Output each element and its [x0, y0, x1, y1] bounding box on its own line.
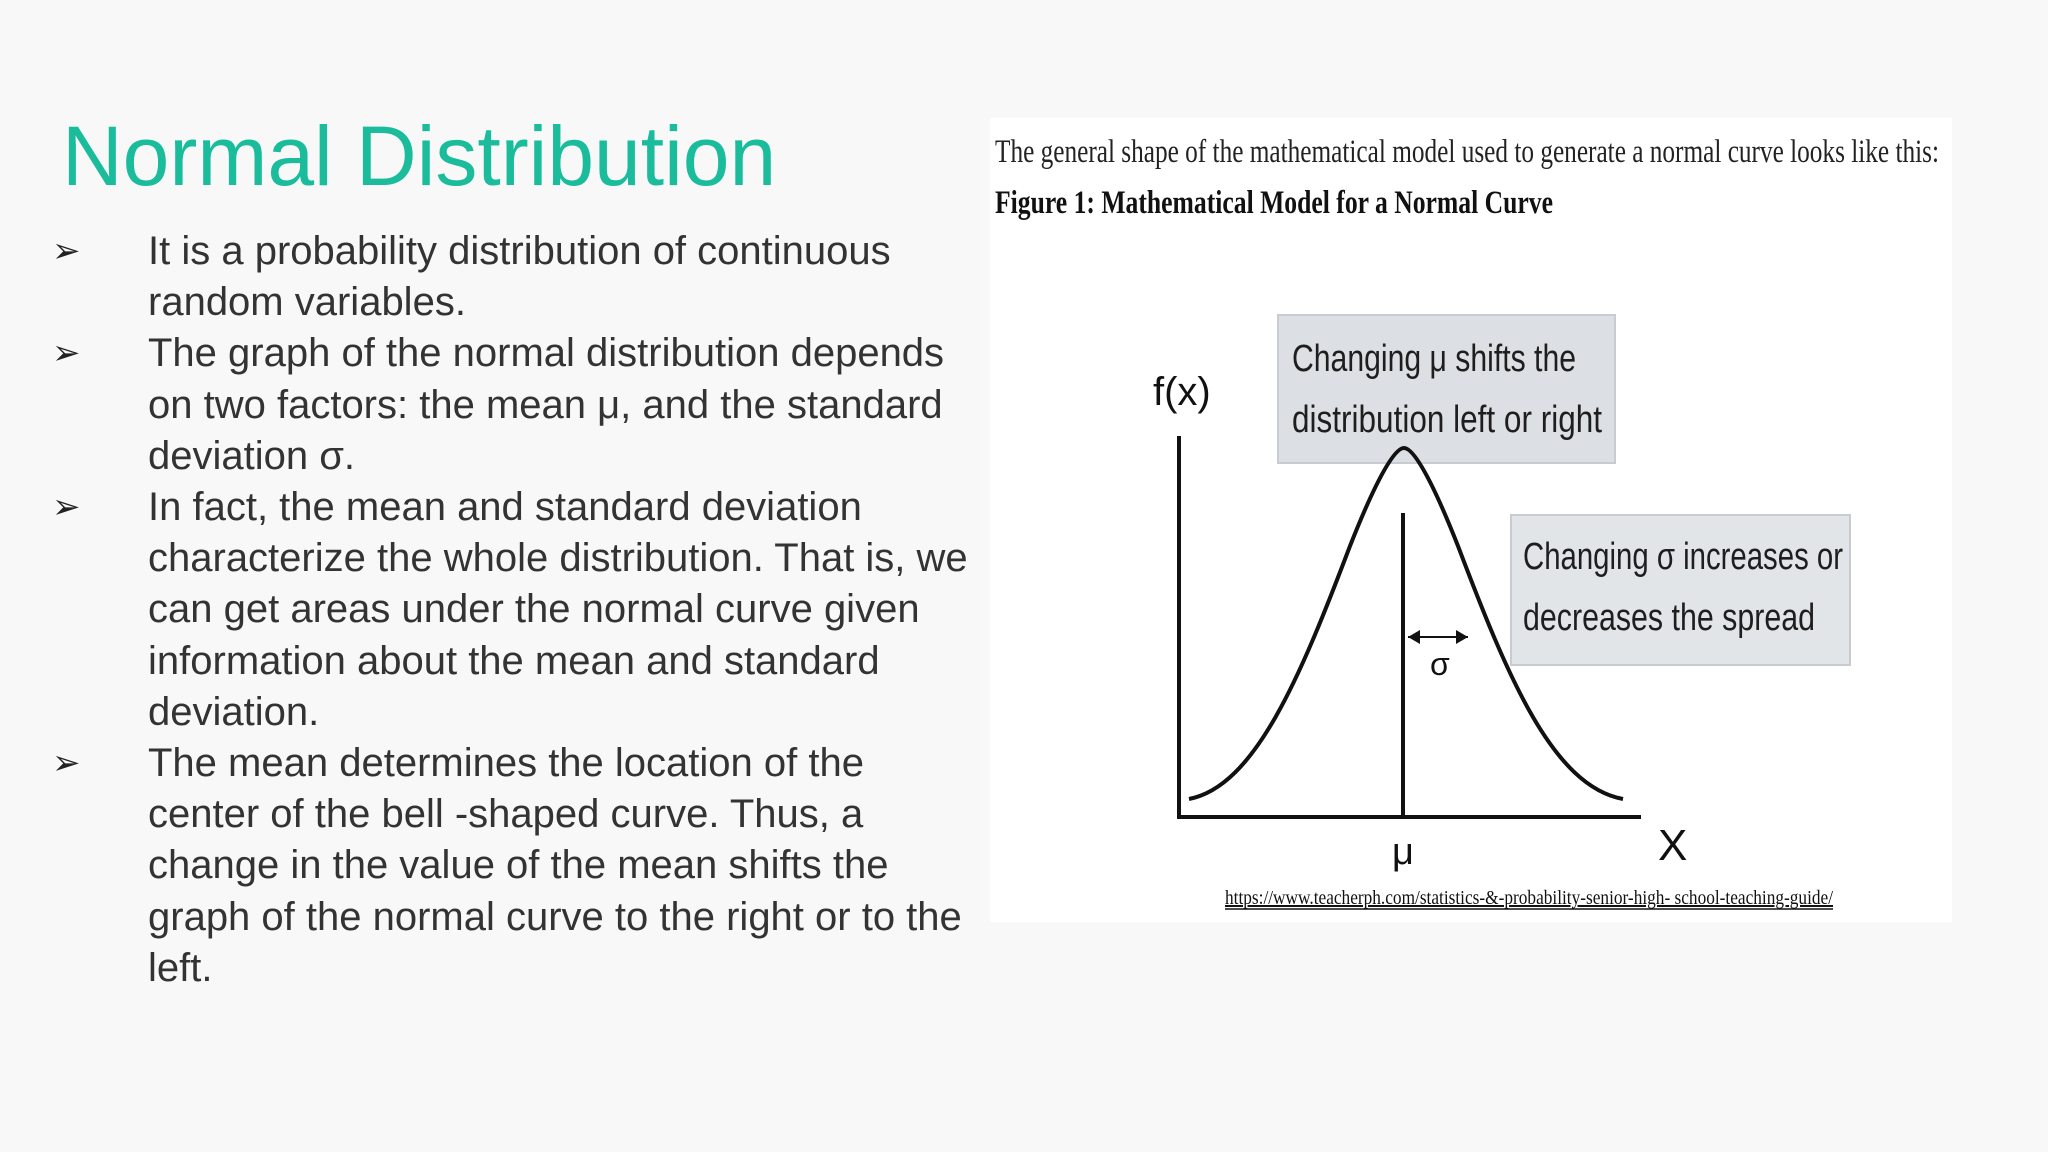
sigma-arrow-right-icon: [1456, 630, 1468, 644]
mu-callout-line-2: distribution left or right: [1292, 399, 1603, 441]
arrowhead-bullet-icon: ➢: [52, 487, 81, 528]
sigma-callout-line-2: decreases the spread: [1523, 597, 1815, 639]
arrowhead-bullet-icon: ➢: [52, 333, 81, 374]
bullet-item: [52, 328, 972, 482]
slide-title: Normal Distribution: [62, 109, 777, 203]
bullet-text: It is a probability distribution of continuous random variables.: [148, 229, 891, 325]
x-axis-label: X: [1658, 821, 1688, 870]
figure-intro: The general shape of the mathematical model used to generate a normal curve looks like this:: [995, 134, 1939, 170]
bullet-text: In fact, the mean and standard deviation characterize the whole distribution. That is, we can get areas under the normal curve given information about the mean and standard deviation.: [148, 485, 968, 734]
arrowhead-bullet-icon: ➢: [52, 231, 81, 271]
bullet-item: [52, 482, 972, 738]
mu-label: μ: [1392, 831, 1414, 873]
arrowhead-bullet-icon: ➢: [52, 743, 81, 784]
sigma-arrow-left-icon: [1408, 630, 1420, 644]
bullet-item: [52, 226, 972, 328]
sigma-callout-line-1: Changing σ increases or: [1523, 536, 1844, 578]
y-axis-label: f(x): [1153, 370, 1211, 414]
bullet-text: The mean determines the location of the center of the bell -shaped curve. Thus, a change in the value of the mean shifts the graph of the normal curve to the right or to the left.: [148, 741, 962, 990]
bullet-list: [52, 226, 972, 994]
normal-curve-diagram: [990, 118, 1952, 922]
bullet-item: [52, 738, 972, 994]
normal-curve-figure: [990, 118, 1952, 922]
source-link[interactable]: https://www.teacherph.com/statistics-&-probability-senior-high- school-teaching-guide/: [1225, 887, 1834, 909]
mu-callout-line-1: Changing μ shifts the: [1292, 338, 1576, 380]
figure-caption: Figure 1: Mathematical Model for a Normal Curve: [995, 185, 1553, 221]
sigma-label: σ: [1430, 646, 1450, 682]
bullet-text: The graph of the normal distribution depends on two factors: the mean μ, and the standard deviation σ.: [148, 331, 945, 478]
